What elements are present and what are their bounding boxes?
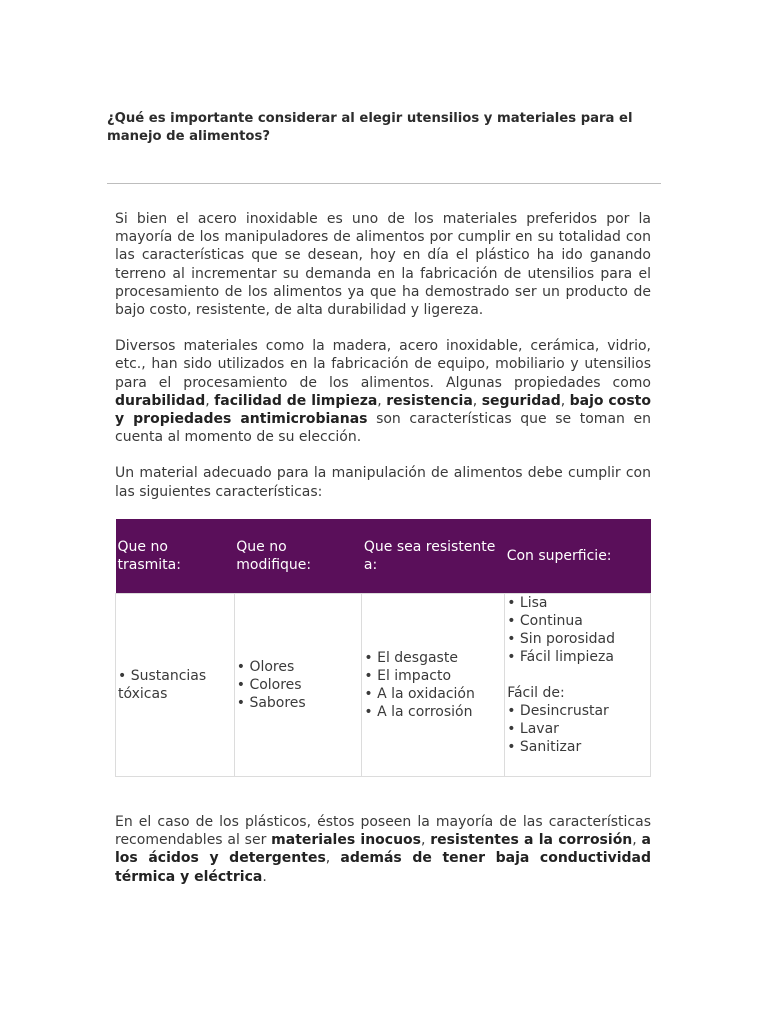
header-no-trasmita: Que no trasmita: — [116, 519, 235, 594]
list-item: • Lavar — [507, 721, 559, 737]
page-heading: ¿Qué es importante considerar al elegir utensilios y materiales para el manejo de alimentos? — [107, 111, 633, 144]
divider — [107, 183, 661, 184]
p4-intro: En el caso de los plásticos, éstos poseen la mayoría de las características recomendables al ser — [115, 814, 651, 849]
p2-sep-1: , — [205, 392, 215, 409]
cell-no-modifique — [234, 594, 362, 777]
article-body — [115, 210, 651, 519]
paragraph-3: Un material adecuado para la manipulación de alimentos debe cumplir con las siguientes características: — [115, 465, 651, 500]
p2-bold-4: seguridad — [481, 392, 561, 409]
p2-sep-3: , — [472, 392, 482, 409]
p4-bold-1: materiales inocuos — [271, 832, 422, 849]
list-item: • Continua — [507, 613, 583, 629]
p2-sep-4: , — [560, 392, 570, 409]
p4-sep-3: , — [325, 850, 341, 867]
list-item: • Desincrustar — [507, 703, 609, 719]
list-item: • Sin porosidad — [507, 631, 616, 647]
paragraph-4 — [115, 813, 651, 886]
cell-resistente — [362, 594, 505, 777]
p2-bold-1: durabilidad — [115, 392, 206, 409]
cell-superficie — [505, 594, 651, 777]
header-resistente: Que sea resistente a: — [362, 519, 505, 594]
list-item: • Sustancias tóxicas — [118, 668, 207, 702]
list-item: • El impacto — [364, 668, 452, 684]
list-item: • El desgaste — [364, 650, 458, 666]
p4-sep-2: , — [632, 832, 642, 849]
cell-subheading: Fácil de: — [507, 685, 565, 701]
header-no-modifique: Que no modifique: — [234, 519, 362, 594]
p2-bold-5: bajo costo y propiedades antimicrobianas — [115, 392, 651, 428]
p4-bold-3: a los ácidos y detergentes — [115, 832, 651, 867]
list-item: • A la corrosión — [364, 704, 473, 720]
cell-no-trasmita — [116, 594, 235, 777]
list-item: • Fácil limpieza — [507, 649, 614, 665]
list-item: • Sanitizar — [507, 739, 582, 755]
list-item: • Colores — [236, 677, 302, 693]
characteristics-table — [115, 519, 651, 777]
header-superficie: Con superficie: — [505, 519, 651, 594]
p4-bold-4: además de tener baja conductividad térmica y eléctrica — [115, 850, 651, 885]
spacer — [507, 666, 648, 684]
table-header-row — [116, 519, 651, 594]
p2-bold-2: facilidad de limpieza — [214, 392, 378, 409]
p2-bold-3: resistencia — [386, 392, 473, 409]
list-item: • A la oxidación — [364, 686, 475, 702]
paragraph-2 — [115, 337, 651, 446]
p4-bold-2: resistentes a la corrosión — [430, 832, 633, 849]
p2-sep-2: , — [377, 392, 387, 409]
list-item: • Olores — [236, 659, 295, 675]
p2-end: son características que se toman en cuenta al momento de su elección. — [115, 411, 651, 446]
table-row — [116, 594, 651, 777]
list-item: • Sabores — [236, 695, 306, 711]
p4-sep-1: , — [421, 832, 431, 849]
p2-intro: Diversos materiales como la madera, acero inoxidable, cerámica, vidrio, etc., han sido utilizados en la fabricación de equipo, mobiliario y utensilios para el procesamiento de los alimentos. Algunas propiedades como — [115, 338, 651, 391]
p4-end: . — [262, 868, 267, 885]
list-item: • Lisa — [507, 595, 548, 611]
paragraph-1: Si bien el acero inoxidable es uno de los materiales preferidos por la mayoría de los manipuladores de alimentos por cumplir en su totalidad con las características que se desean, hoy en día el plástico ha ido ganando terreno al incrementar su demanda en la fabricación de utensilios para el procesamiento de los alimentos ya que ha demostrado ser un producto de bajo costo, resistente, de alta durabilidad y ligereza. — [115, 211, 651, 319]
